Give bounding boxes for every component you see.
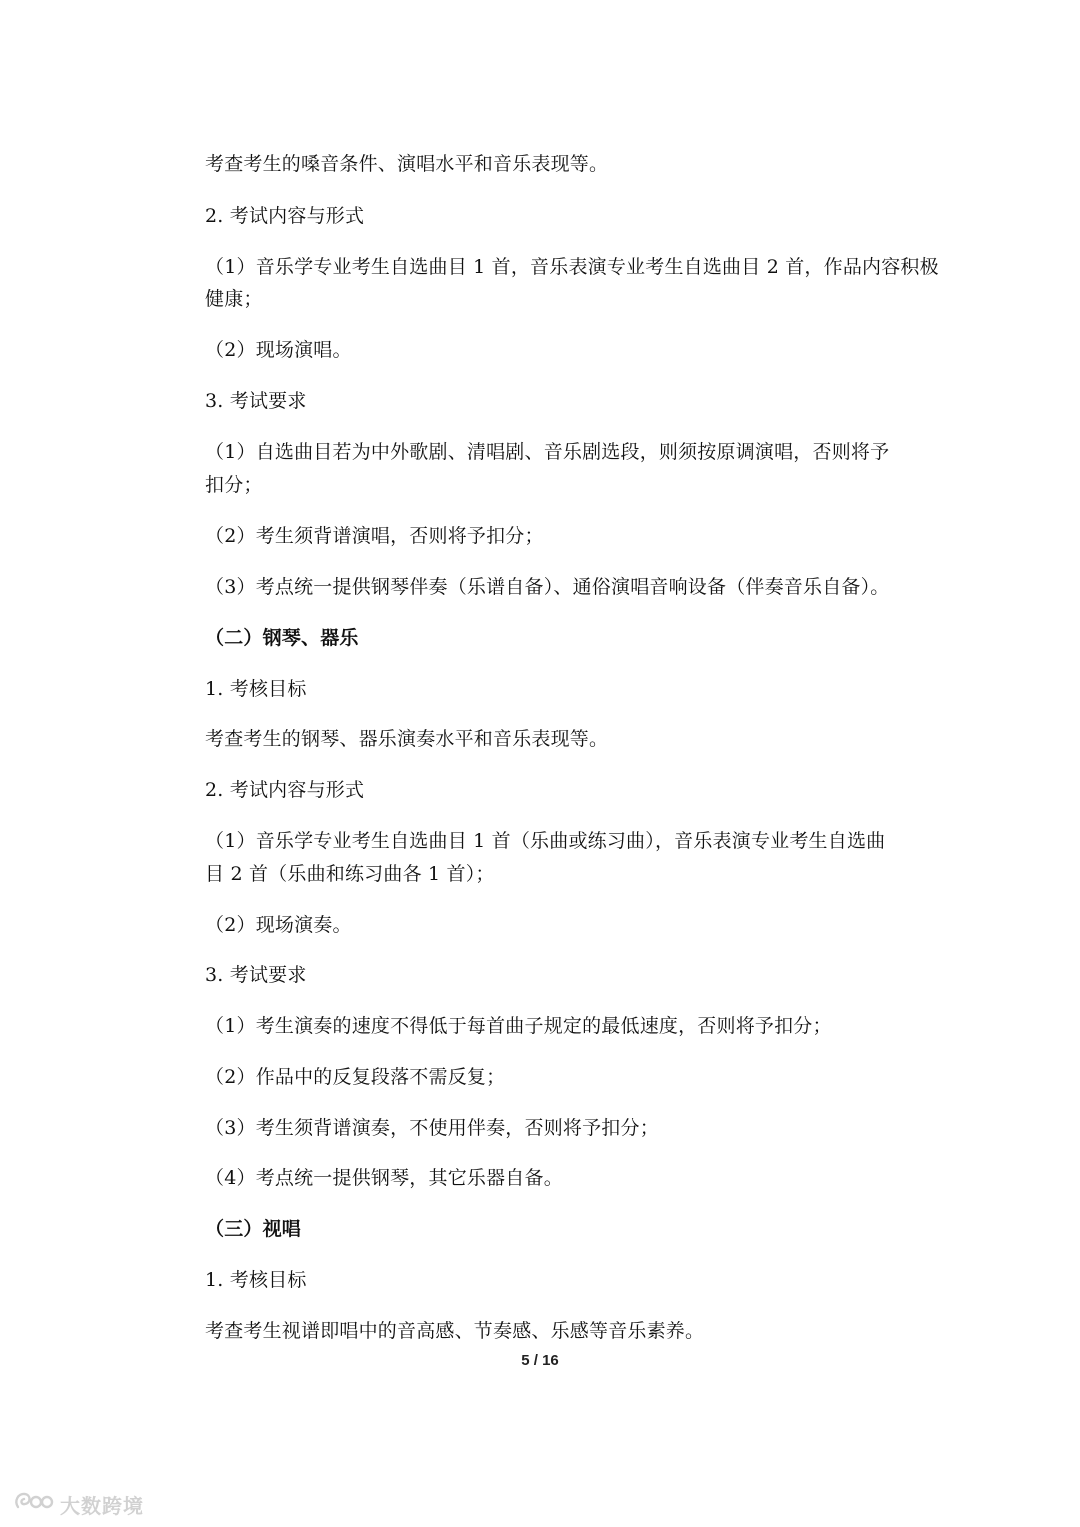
subheading-line: 2. 考试内容与形式 (205, 205, 365, 227)
subheading-line: 3. 考试要求 (205, 964, 307, 986)
paragraph-line: （3）考生须背谱演奏，不使用伴奏，否则将予扣分； (205, 1117, 659, 1139)
watermark (12, 1490, 144, 1518)
paragraph-line: （1）音乐学专业考生自选曲目 1 首，音乐表演专业考生自选曲目 2 首，作品内容积极 (205, 256, 939, 278)
subheading-line: 3. 考试要求 (205, 390, 307, 412)
paragraph-line: （1）考生演奏的速度不得低于每首曲子规定的最低速度，否则将予扣分； (205, 1015, 832, 1037)
paragraph-line: （1）音乐学专业考生自选曲目 1 首（乐曲或练习曲），音乐表演专业考生自选曲 (205, 830, 886, 852)
subheading-line: 1. 考核目标 (205, 1269, 307, 1291)
paragraph-line: 考查考生的嗓音条件、演唱水平和音乐表现等。 (205, 153, 609, 175)
paragraph-line: 扣分； (205, 474, 263, 496)
section-heading: （二）钢琴、器乐 (205, 627, 359, 649)
watermark-text: 大数跨境 (60, 1493, 144, 1518)
paragraph-line: （2）现场演奏。 (205, 914, 352, 936)
section-heading: （三）视唱 (205, 1218, 302, 1240)
page-number: 5 / 16 (521, 1352, 559, 1369)
paragraph-line: （2）作品中的反复段落不需反复； (205, 1066, 506, 1088)
paragraph-line: 目 2 首（乐曲和练习曲各 1 首）； (205, 863, 495, 885)
paragraph-line: 健康； (205, 288, 263, 310)
swirl-logo-icon (12, 1489, 54, 1519)
paragraph-line: （2）现场演唱。 (205, 339, 352, 361)
paragraph-line: （1）自选曲目若为中外歌剧、清唱剧、音乐剧选段，则须按原调演唱，否则将予 (205, 441, 890, 463)
paragraph-line: （3）考点统一提供钢琴伴奏（乐谱自备）、通俗演唱音响设备（伴奏音乐自备）。 (205, 576, 890, 598)
paragraph-line: （4）考点统一提供钢琴，其它乐器自备。 (205, 1167, 563, 1189)
paragraph-line: 考查考生视谱即唱中的音高感、节奏感、乐感等音乐素养。 (205, 1320, 705, 1342)
paragraph-line: （2）考生须背谱演唱，否则将予扣分； (205, 525, 544, 547)
subheading-line: 1. 考核目标 (205, 678, 307, 700)
paragraph-line: 考查考生的钢琴、器乐演奏水平和音乐表现等。 (205, 728, 609, 750)
subheading-line: 2. 考试内容与形式 (205, 779, 365, 801)
